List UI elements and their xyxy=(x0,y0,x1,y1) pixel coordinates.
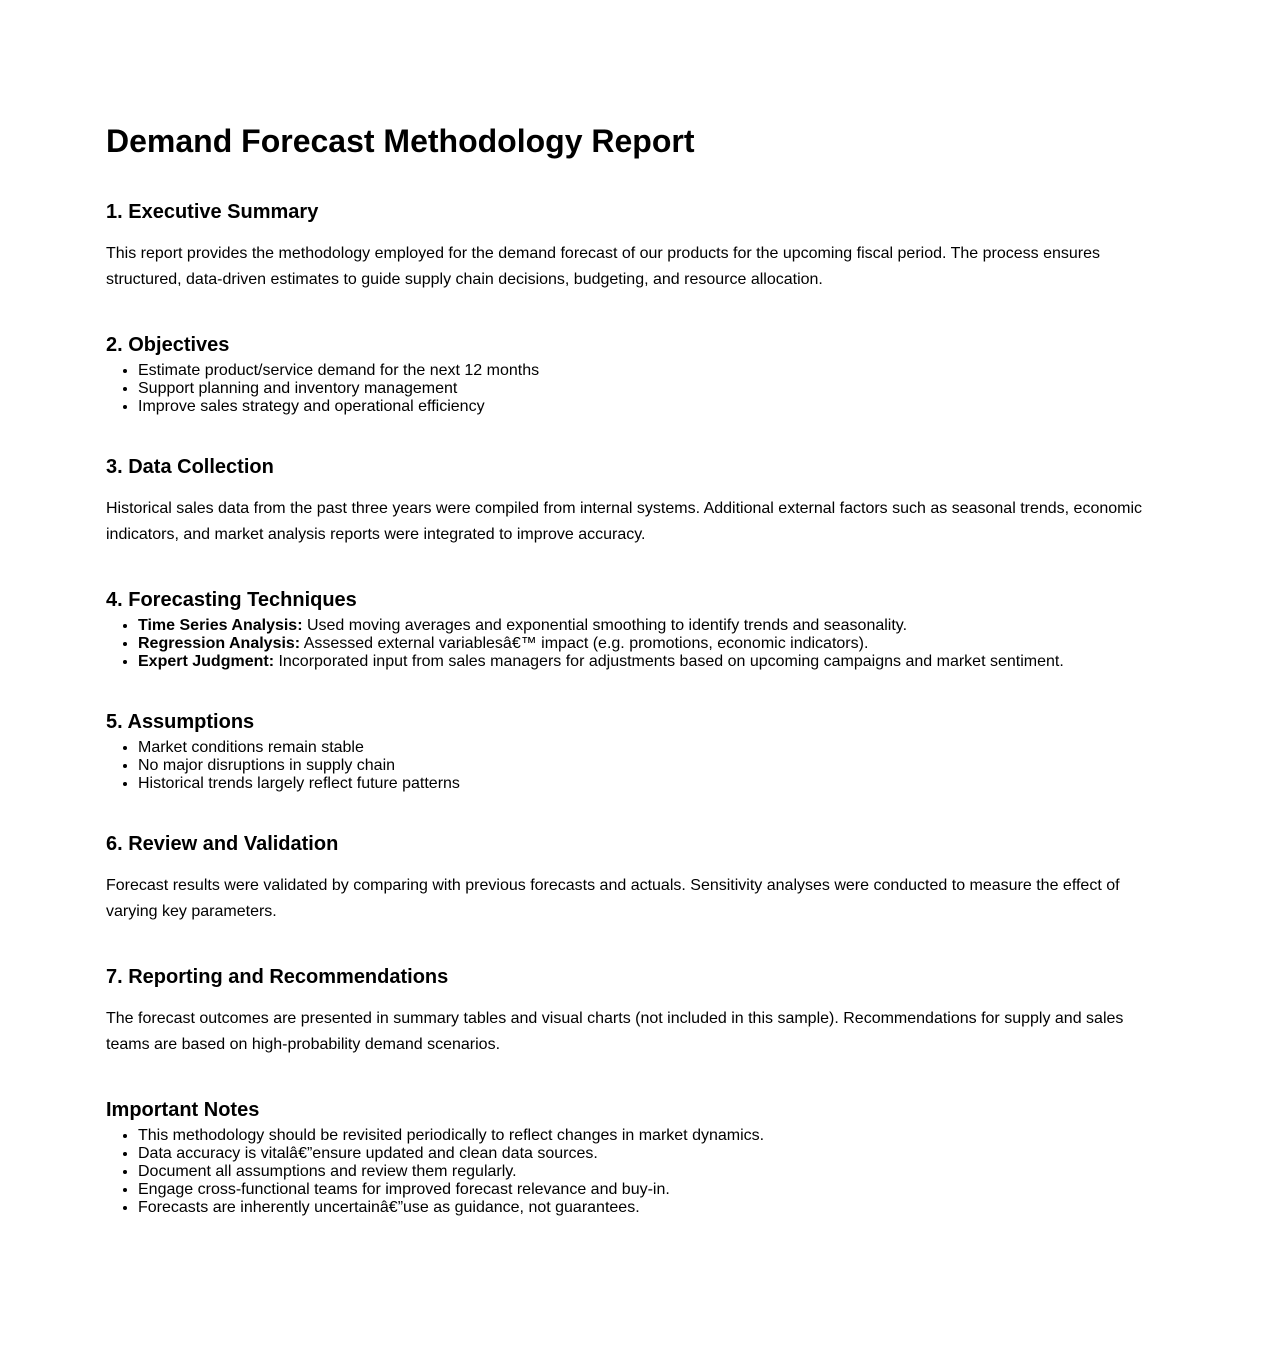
technique-text: Incorporated input from sales managers for adjustments based on upcoming campaigns and market sentiment. xyxy=(274,653,1064,670)
list-item: • Historical trends largely reflect future patterns xyxy=(138,775,1157,793)
notes-list xyxy=(106,1127,1157,1217)
list-item: • Estimate product/service demand for the next 12 months xyxy=(138,362,1157,380)
section-heading: 2. Objectives xyxy=(106,334,230,356)
techniques-list xyxy=(106,617,1157,671)
section-assumptions xyxy=(106,710,1157,793)
section-forecasting-techniques xyxy=(106,588,1157,671)
technique-label: Time Series Analysis: xyxy=(138,617,303,634)
section-paragraph: Historical sales data from the past three years were compiled from internal systems. Additional external factors such as seasonal trends, economic indicators, and market analysis reports were integrated to improve accuracy. xyxy=(106,500,1143,543)
section-heading: 4. Forecasting Techniques xyxy=(106,589,357,611)
section-review-validation xyxy=(106,832,1157,924)
list-item xyxy=(138,617,1157,635)
section-important-notes xyxy=(106,1098,1157,1217)
list-item xyxy=(138,653,1157,671)
list-item: • Support planning and inventory management xyxy=(138,380,1157,398)
list-item xyxy=(138,635,1157,653)
list-item: • Document all assumptions and review them regularly. xyxy=(138,1163,1157,1181)
list-item: • Improve sales strategy and operational efficiency xyxy=(138,398,1157,416)
section-reporting-recommendations xyxy=(106,965,1157,1057)
technique-text: Used moving averages and exponential smoothing to identify trends and seasonality. xyxy=(302,617,908,634)
list-item: • Forecasts are inherently uncertainâ€”use as guidance, not guarantees. xyxy=(138,1199,1157,1217)
section-heading: 3. Data Collection xyxy=(106,456,274,478)
section-paragraph: The forecast outcomes are presented in summary tables and visual charts (not included in this sample). Recommendations for supply and sales teams are based on high-probability demand scenarios. xyxy=(106,1010,1124,1053)
list-item: • This methodology should be revisited periodically to reflect changes in market dynamics. xyxy=(138,1127,1157,1145)
assumptions-list xyxy=(106,739,1157,793)
section-objectives xyxy=(106,333,1157,416)
section-paragraph: Forecast results were validated by comparing with previous forecasts and actuals. Sensitivity analyses were conducted to measure the effect of varying key parameters. xyxy=(106,877,1120,920)
section-heading: 7. Reporting and Recommendations xyxy=(106,966,449,988)
list-item: • No major disruptions in supply chain xyxy=(138,757,1157,775)
section-executive-summary xyxy=(106,200,1157,292)
list-item: • Data accuracy is vitalâ€”ensure updated and clean data sources. xyxy=(138,1145,1157,1163)
list-item: • Engage cross-functional teams for improved forecast relevance and buy-in. xyxy=(138,1181,1157,1199)
section-heading: 5. Assumptions xyxy=(106,711,255,733)
page-title: Demand Forecast Methodology Report xyxy=(106,123,695,159)
section-data-collection xyxy=(106,455,1157,547)
section-paragraph: This report provides the methodology employed for the demand forecast of our products for the upcoming fiscal period. The process ensures structured, data-driven estimates to guide supply chain decisions, budgeting, and resource allocation. xyxy=(106,245,1101,288)
section-heading: Important Notes xyxy=(106,1099,260,1121)
technique-label: Expert Judgment: xyxy=(138,653,275,670)
section-heading: 6. Review and Validation xyxy=(106,833,339,855)
section-heading: 1. Executive Summary xyxy=(106,201,319,223)
list-item: • Market conditions remain stable xyxy=(138,739,1157,757)
technique-text: Assessed external variablesâ€™ impact (e.g. promotions, economic indicators). xyxy=(300,635,869,652)
objectives-list xyxy=(106,362,1157,416)
technique-label: Regression Analysis: xyxy=(138,635,301,652)
